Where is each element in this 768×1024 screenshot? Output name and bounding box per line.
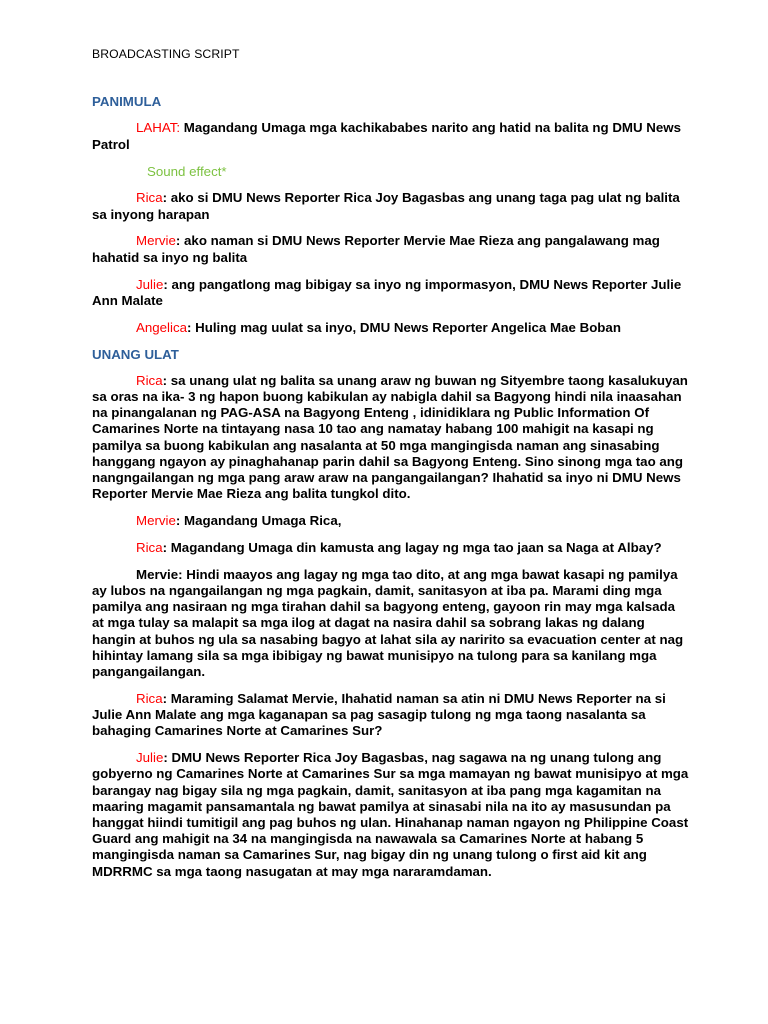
speaker-label: Rica [136,372,163,388]
script-line-rica-handoff [92,691,690,740]
speaker-label: Julie [136,276,164,292]
line-text: Mervie: Hindi maayos ang lagay ng mga tao dito, at ang mga bawat kasapi ng pamilya ay lubos na ngangailangan ng mga pagkain, damit, sanitasyon at iba pa. Marami ding mga pamilya ang nasiraan ng mga tirahan dahil sa bagyong enteng, gayoon rin may mga kalsada at mga tulay sa malapit sa mga ilog at dagat na nasira dahil sa sobrang lakas ng dalang hangin at buhos ng ula sa nasabing bagyo at lahat sila ay naririto sa evacuation center at nag hihintay lamang sila sa mga ibibigay ng bawat munisipyo na tulong para sa kanilang mga pangangailangan. [92,566,684,680]
speaker-label: Rica [136,690,163,706]
script-line-julie-intro [92,277,690,309]
speaker-label: Rica [136,190,163,206]
speaker-label: LAHAT: [136,120,181,136]
script-line-julie-report [92,750,690,880]
line-text: : ako si DMU News Reporter Rica Joy Bagasbas ang unang taga pag ulat ng balita sa inyong harapan [92,190,680,222]
speaker-label: Angelica [136,319,188,335]
script-line-rica-report [92,373,690,503]
line-text: : Magandang Umaga Rica, [175,513,342,529]
script-line-mervie-intro [92,233,690,265]
speaker-label: Julie [136,750,164,766]
line-text: : ako naman si DMU News Reporter Mervie Mae Rieza ang pangalawang mag hahatid sa inyo ng balita [92,233,660,265]
line-text: : DMU News Reporter Rica Joy Bagasbas, nag sagawa na ng unang tulong ang gobyerno ng Camarines Norte at Camarines Sur sa mga mamayan ng bawat munisipyo at mga barangay nag bigay sila ng mga pagkain, damit, sanitasyon at iba pang mga kagamitan na maaring magamit pansamantala ng bawat pamilya at sinasabi nila na ito ay masusundan pa hanggat hiindi tumitigil ang pag buhos ng ulan. Hinahanap naman ngayon ng Philippine Coast Guard ang mahigit na 34 na mangingisda na nawawala sa Camarines Norte at habang 5 mangingisda naman sa Camarines Sur, nag bigay din ng unang tulong o first aid kit ang MDRRMC sa mga taong nasugatan at may mga nararamdaman. [92,750,689,879]
script-line-mervie-report [92,567,690,680]
line-text: : Magandang Umaga din kamusta ang lagay ng mga tao jaan sa Naga at Albay? [162,539,662,555]
section-heading-unang-ulat: UNANG ULAT [92,346,179,362]
line-text: Magandang Umaga mga kachikababes narito ang hatid na balita ng DMU News Patrol [92,120,682,152]
speaker-label: Mervie [136,513,176,529]
script-line-angelica-intro [92,320,690,336]
sound-effect-cue: Sound effect* [147,163,227,179]
script-line-rica-intro [92,190,690,222]
line-text: : ang pangatlong mag bibigay sa inyo ng impormasyon, DMU News Reporter Julie Ann Malate [92,276,682,308]
script-line-rica-question [92,540,690,556]
line-text: : Maraming Salamat Mervie, Ihahatid naman sa atin ni DMU News Reporter na si Julie Ann Malate ang mga kaganapan sa pag sasagip tulong ng mga taong nasalanta sa bahaging Camarines Norte at Camarines Sur? [92,690,666,739]
speaker-label: Mervie [136,233,176,249]
line-text: : Huling mag uulat sa inyo, DMU News Reporter Angelica Mae Boban [187,319,621,335]
script-line-mervie-greeting [92,513,690,529]
document-title: BROADCASTING SCRIPT [92,47,240,61]
speaker-label: Rica [136,539,163,555]
script-line-lahat [92,120,690,152]
section-heading-panimula: PANIMULA [92,94,162,110]
line-text: : sa unang ulat ng balita sa unang araw ng buwan ng Sityembre taong kasalukuyan sa oras na ika- 3 ng hapon buong kabikulan ay nabigla dahil sa Bagyong hindi nila inaasahan na pinangalanan ng PAG-ASA na Bagyong Enteng , idinidiklara ng Public Information Of Camarines Norte na tintayang nasa 10 tao ang namatay habang 100 mahigit na kasapi ng pamilya sa buong kabikulan ang nasalanta at 50 mga mangingisda naman ang sinasabing hanggang ngayon ay pinaghahanap parin dahil sa Bagyong Enteng. Sino sinong mga tao ang nangngailangan ng mga pang araw araw na pangangailangan? Ihahatid sa inyo ni DMU News Reporter Mervie Mae Rieza ang balita tungkol dito. [92,372,688,502]
